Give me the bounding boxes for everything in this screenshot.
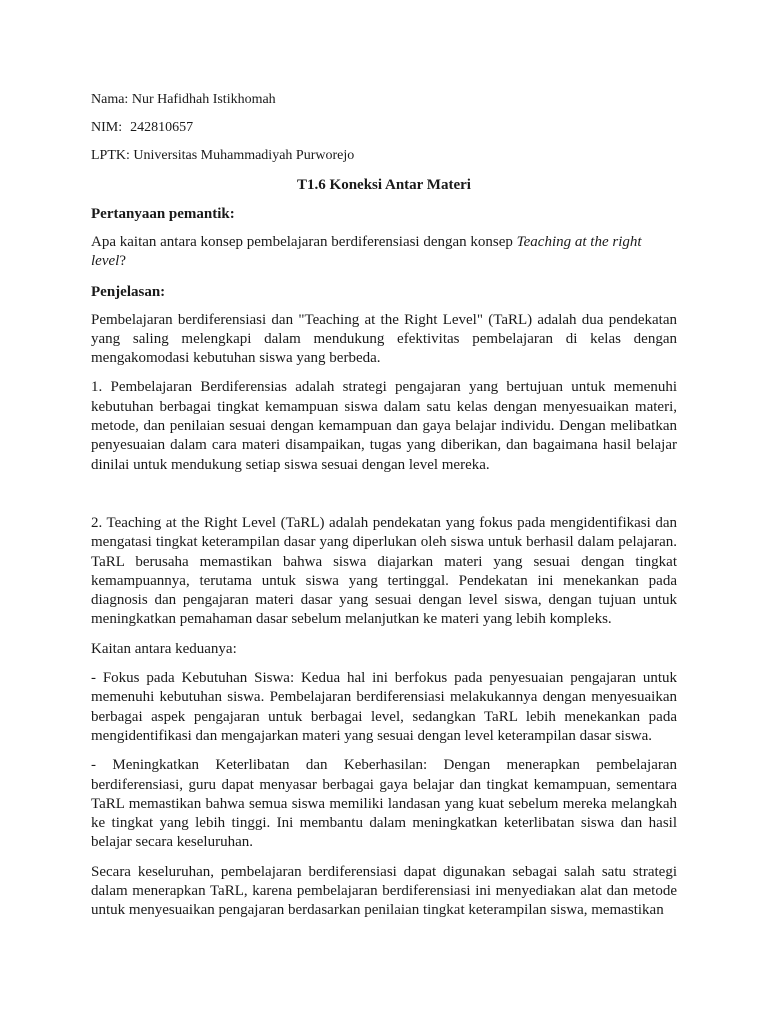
point-1-paragraph: 1. Pembelajaran Berdiferensias adalah strategi pengajaran yang bertujuan untuk memenuhi kebutuhan berbagai tingkat kemampuan siswa dalam satu kelas dengan menyesuaikan materi, metode, dan penilaian sesuai dengan kemampuan dan gaya belajar individu. Dengan melibatkan penyesuaian dalam cara materi disampaikan, tugas yang diberikan, dan bagaimana hasil belajar dinilai untuk mendukung setiap siswa sesuai dengan level mereka. xyxy=(91,379,677,473)
question-heading: Pertanyaan pemantik: xyxy=(91,206,235,222)
lptk-line xyxy=(91,146,677,166)
intro-paragraph: Pembelajaran berdiferensiasi dan "Teaching at the Right Level" (TaRL) adalah dua pendekatan yang saling melengkapi dalam mendukung efektivitas pembelajaran di kelas dengan mengakomodasi kebutuhan siswa yang berbeda. xyxy=(91,311,677,367)
explanation-heading: Penjelasan: xyxy=(91,283,166,300)
blank-line xyxy=(91,485,677,514)
question-text xyxy=(91,233,677,272)
question-text-before: Apa kaitan antara konsep pembelajaran berdiferensiasi dengan konsep xyxy=(91,234,517,250)
question-text-italic: Teaching at the right level xyxy=(91,234,642,270)
name-label: Nama: xyxy=(91,92,129,107)
question-text-after: ? xyxy=(119,253,126,270)
conclusion-paragraph: Secara keseluruhan, pembelajaran berdiferensiasi dapat digunakan sebagai salah satu strategi dalam menerapkan TaRL, karena pembelajaran berdiferensiasi ini menyediakan alat dan metode untuk menyesuaikan pengajaran berdasarkan penilaian tingkat keterampilan siswa, memastikan xyxy=(91,863,677,919)
point-2-paragraph: 2. Teaching at the Right Level (TaRL) adalah pendekatan yang fokus pada mengidentifikasi dan mengatasi tingkat keterampilan dasar yang diperlukan oleh siswa untuk berhasil dalam pelajaran. TaRL berusaha memastikan bahwa siswa diajarkan materi yang sesuai dengan tingkat kemampuannya, terutama untuk siswa yang tertinggal. Pendekatan ini menekankan pada diagnosis dan pengajaran materi dasar yang sesuai dengan level siswa, dengan tujuan untuk meningkatkan pemahaman dasar sebelum melanjutkan ke materi yang lebih kompleks. xyxy=(91,514,677,628)
bullet-1-paragraph: - Fokus pada Kebutuhan Siswa: Kedua hal ini berfokus pada penyesuaian pengajaran untuk memenuhi kebutuhan siswa. Pembelajaran berdiferensiasi melakukannya dengan menyesuaikan berbagai aspek pengajaran untuk berbagai level, sedangkan TaRL lebih menekankan pada mengidentifikasi dan mengajarkan materi yang sesuai dengan level keterampilan dasar siswa. xyxy=(91,670,677,744)
nim-value: 242810657 xyxy=(130,120,194,135)
nim-label: NIM: xyxy=(91,120,123,135)
bullet-2-paragraph: - Meningkatkan Keterlibatan dan Keberhasilan: Dengan menerapkan pembelajaran berdiferensiasi, guru dapat menyasar berbagai gaya belajar dan tingkat kemampuan, sementara TaRL memastikan bahwa semua siswa memiliki landasan yang kuat sebelum mereka melangkah ke tingkat yang lebih tinggi. Ini membantu dalam meningkatkan keterlibatan siswa dan hasil belajar secara keseluruhan. xyxy=(91,757,677,851)
nim-line xyxy=(91,118,677,138)
document-title: T1.6 Koneksi Antar Materi xyxy=(297,177,471,193)
document-page xyxy=(91,90,677,931)
name-value: Nur Hafidhah Istikhomah xyxy=(131,92,276,107)
lptk-label: LPTK: xyxy=(91,148,130,163)
lptk-value: Universitas Muhammadiyah Purworejo xyxy=(133,148,355,163)
link-heading: Kaitan antara keduanya: xyxy=(91,640,237,657)
name-line xyxy=(91,90,677,110)
